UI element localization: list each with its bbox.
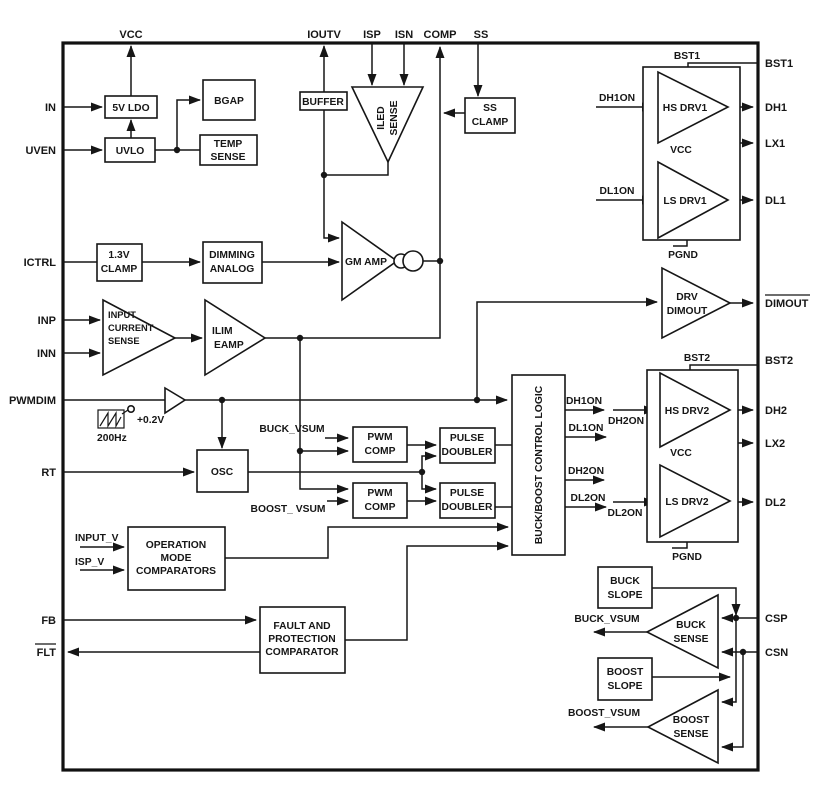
label-hs-drv1: HS DRV1 (662, 103, 708, 114)
pin-inp: INP (37, 315, 56, 327)
pin-comp: COMP (423, 29, 457, 41)
wire-eamp-to-pwm2 (300, 338, 348, 489)
label-fault: PROTECTION (268, 634, 336, 645)
wire-iledsense-out (324, 162, 388, 175)
buck-sense-amp (647, 595, 718, 668)
label-pulse-doubler-buck: DOUBLER (441, 447, 493, 458)
pin-csn: CSN (765, 647, 789, 659)
label-ss-clamp: CLAMP (471, 117, 509, 128)
label-fault: FAULT AND (273, 621, 331, 632)
label-dh1on-out: DH1ON (565, 396, 603, 407)
block-dimming-analog (203, 242, 262, 283)
pin-bst2: BST2 (765, 355, 794, 367)
gm-amp-current-source-icon (403, 251, 423, 271)
label-ilim-eamp: EAMP (214, 340, 244, 351)
label-iled-sense: SENSE (389, 100, 400, 136)
label-dh1on-in: DH1ON (598, 93, 636, 104)
label-gm-amp: GM AMP (345, 257, 387, 268)
label-buck-sense: SENSE (673, 634, 709, 645)
junction-dot (219, 397, 225, 403)
pin-ioutv: IOUTV (307, 29, 341, 41)
pin-isn: ISN (394, 29, 414, 41)
label-buck-sense: BUCK (676, 620, 706, 631)
label-1v3-clamp: 1.3V (108, 250, 130, 261)
label-op-mode: COMPARATORS (135, 566, 217, 577)
wire-osc-to-pd2 (422, 472, 436, 489)
label-dh2on-in: DH2ON (607, 416, 645, 427)
label-ls-drv1: LS DRV1 (663, 196, 707, 207)
junction-dot (474, 397, 480, 403)
pin-ss: SS (473, 29, 489, 41)
boost-sense-amp (648, 690, 718, 763)
label-pulse-doubler-buck: PULSE (449, 433, 485, 444)
label-fault: COMPARATOR (265, 647, 339, 658)
junction-dot (297, 335, 303, 341)
junction-dot (174, 147, 180, 153)
label-vcc1-internal: VCC (670, 145, 692, 156)
pin-dh1: DH1 (765, 102, 788, 114)
pwmdim-comparator (165, 388, 185, 413)
label-offset: +0.2V (137, 415, 165, 426)
pin-dl1: DL1 (765, 195, 786, 207)
label-dimming-analog: ANALOG (209, 264, 255, 275)
label-input-current-sense: SENSE (108, 336, 140, 346)
label-boost-vsum-out: BOOST_VSUM (567, 708, 641, 719)
label-pwm-comp-buck: COMP (364, 446, 396, 457)
label-200hz: 200Hz (97, 433, 127, 444)
label-bst1-internal: BST1 (673, 51, 701, 62)
label-boost-vsum-in: BOOST_ VSUM (250, 504, 326, 515)
pin-csp: CSP (765, 613, 788, 625)
label-temp-sense: SENSE (210, 152, 246, 163)
label-buck-slope: BUCK (610, 576, 640, 587)
label-isp-v: ISP_V (75, 557, 105, 568)
label-input-current-sense: CURRENT (108, 323, 154, 333)
label-ilim-eamp: ILIM (212, 326, 233, 337)
iled-sense-amp (352, 87, 423, 162)
junction-dot (297, 448, 303, 454)
pin-inn: INN (37, 348, 56, 360)
label-pgnd2: PGND (672, 552, 702, 563)
pin-in: IN (45, 102, 56, 114)
wire-opmode-to-logic (225, 527, 508, 558)
label-bgap: BGAP (214, 96, 244, 107)
pin-fb: FB (41, 615, 56, 627)
label-vcc2-internal: VCC (670, 448, 692, 459)
label-bst2-internal: BST2 (683, 353, 711, 364)
label-iled-sense: ILED (376, 106, 387, 130)
label-boost-slope: BOOST (606, 667, 644, 678)
label-hs-drv2: HS DRV2 (664, 406, 710, 417)
wire-saw-terminal (122, 410, 128, 414)
label-buffer: BUFFER (302, 97, 344, 108)
junction-dot (321, 172, 327, 178)
label-osc: OSC (210, 467, 234, 478)
pin-uven: UVEN (25, 145, 56, 157)
label-dl1on-in: DL1ON (599, 186, 635, 197)
wire-csn-to-boostsense (722, 652, 743, 747)
label-pulse-doubler-boost: DOUBLER (441, 502, 493, 513)
block-buck-slope (598, 567, 652, 608)
junction-dot (733, 615, 739, 621)
wire-csp-to-boostsense (722, 618, 736, 702)
label-uvlo: UVLO (115, 146, 145, 157)
wire-fault-to-logic (345, 546, 508, 640)
label-op-mode: MODE (160, 553, 192, 564)
label-pgnd1: PGND (668, 250, 698, 261)
label-dimming-analog: DIMMING (209, 250, 255, 261)
label-pwm-comp-buck: PWM (367, 432, 393, 443)
block-boost-slope (598, 658, 652, 700)
pin-lx1: LX1 (765, 138, 786, 150)
label-input-v: INPUT_V (75, 533, 119, 544)
label-ls-drv2: LS DRV2 (665, 497, 709, 508)
sawtooth-waveform-icon (100, 413, 121, 426)
ilim-eamp (205, 300, 265, 375)
label-drv-dimout: DRV (676, 292, 698, 303)
pin-dimout: DIMOUT (765, 298, 809, 310)
pin-flt: FLT (36, 647, 56, 659)
label-dh2on-out: DH2ON (567, 466, 605, 477)
label-dl2on-out: DL2ON (570, 493, 606, 504)
label-ss-clamp: SS (483, 103, 497, 114)
drv-dimout-driver (662, 268, 730, 338)
wire-to-drvdimout (477, 302, 657, 400)
label-op-mode: OPERATION (145, 540, 207, 551)
pin-isp: ISP (363, 29, 381, 41)
label-boost-sense: BOOST (672, 715, 710, 726)
pin-dl2: DL2 (765, 497, 786, 509)
label-dl1on-out: DL1ON (568, 423, 604, 434)
pin-ictrl: ICTRL (23, 257, 56, 269)
sawtooth-terminal-circle (128, 406, 134, 412)
label-1v3-clamp: CLAMP (100, 264, 138, 275)
pin-dh2: DH2 (765, 405, 788, 417)
label-pulse-doubler-boost: PULSE (449, 488, 485, 499)
label-control-logic: BUCK/BOOST CONTROL LOGIC (534, 385, 545, 545)
label-boost-slope: SLOPE (607, 681, 643, 692)
label-pwm-comp-boost: PWM (367, 488, 393, 499)
label-input-current-sense: INPUT (108, 310, 136, 320)
junction-dot (740, 649, 746, 655)
label-dl2on-in: DL2ON (607, 508, 643, 519)
pin-pwmdim: PWMDIM (8, 395, 56, 407)
blocks (97, 67, 740, 700)
label-5v-ldo: 5V LDO (112, 103, 150, 114)
label-pwm-comp-boost: COMP (364, 502, 396, 513)
pin-lx2: LX2 (765, 438, 786, 450)
junction-dot (419, 469, 425, 475)
pin-vcc: VCC (119, 29, 143, 41)
pin-rt: RT (41, 467, 56, 479)
label-buck-vsum-in: BUCK_VSUM (259, 424, 325, 435)
junction-dot (437, 258, 443, 264)
label-buck-vsum-out: BUCK_VSUM (574, 614, 640, 625)
label-boost-sense: SENSE (673, 729, 709, 740)
label-temp-sense: TEMP (213, 139, 243, 150)
wire-uvlo-to-bgap (177, 100, 200, 150)
label-drv-dimout: DIMOUT (666, 306, 708, 317)
pin-bst1: BST1 (765, 58, 794, 70)
label-buck-slope: SLOPE (607, 590, 643, 601)
